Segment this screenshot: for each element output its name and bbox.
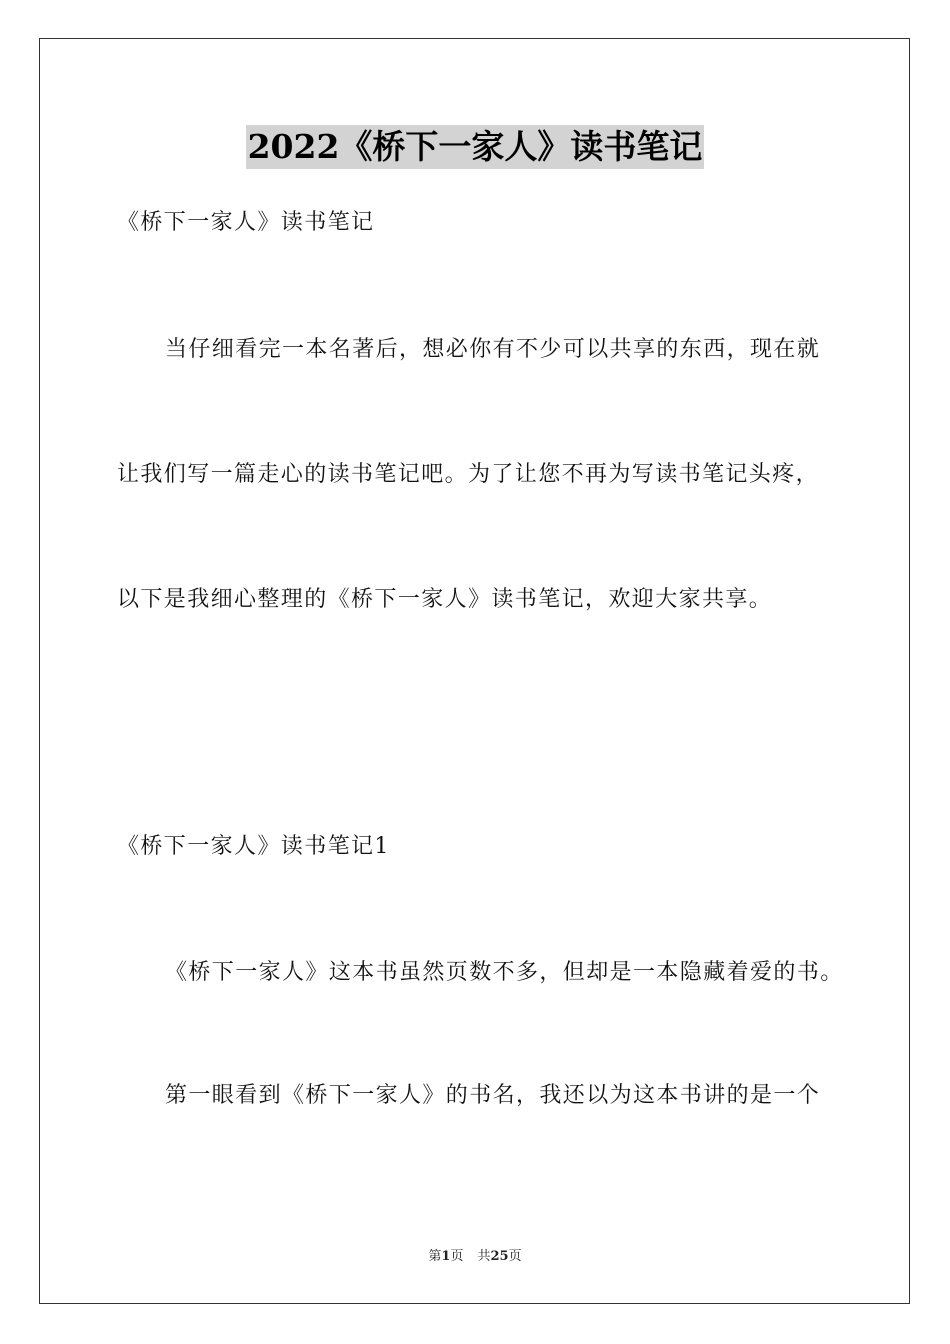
page-prefix: 第 xyxy=(428,1249,442,1264)
paragraph-line: 以下是我细心整理的《桥下一家人》读书笔记，欢迎大家共享。 xyxy=(117,587,773,612)
document-title: 2022《桥下一家人》读书笔记 xyxy=(246,125,705,169)
paragraph-line: 《桥下一家人》这本书虽然页数不多，但却是一本隐藏着爱的书。 xyxy=(165,960,844,985)
total-prefix: 共 xyxy=(477,1249,491,1264)
paragraph-line: 第一眼看到《桥下一家人》的书名，我还以为这本书讲的是一个 xyxy=(165,1083,821,1108)
section-heading: 《桥下一家人》读书笔记1 xyxy=(117,834,390,859)
subtitle-line: 《桥下一家人》读书笔记 xyxy=(117,210,375,235)
total-unit: 页 xyxy=(508,1249,522,1264)
page-footer xyxy=(0,1247,950,1267)
page-unit: 页 xyxy=(450,1249,464,1264)
paragraph-line: 当仔细看完一本名著后，想必你有不少可以共享的东西，现在就 xyxy=(165,337,821,362)
page-total: 25 xyxy=(490,1249,509,1264)
title-container xyxy=(0,125,950,169)
page-current: 1 xyxy=(441,1249,451,1264)
paragraph-line: 让我们写一篇走心的读书笔记吧。为了让您不再为写读书笔记头疼， xyxy=(117,462,820,487)
